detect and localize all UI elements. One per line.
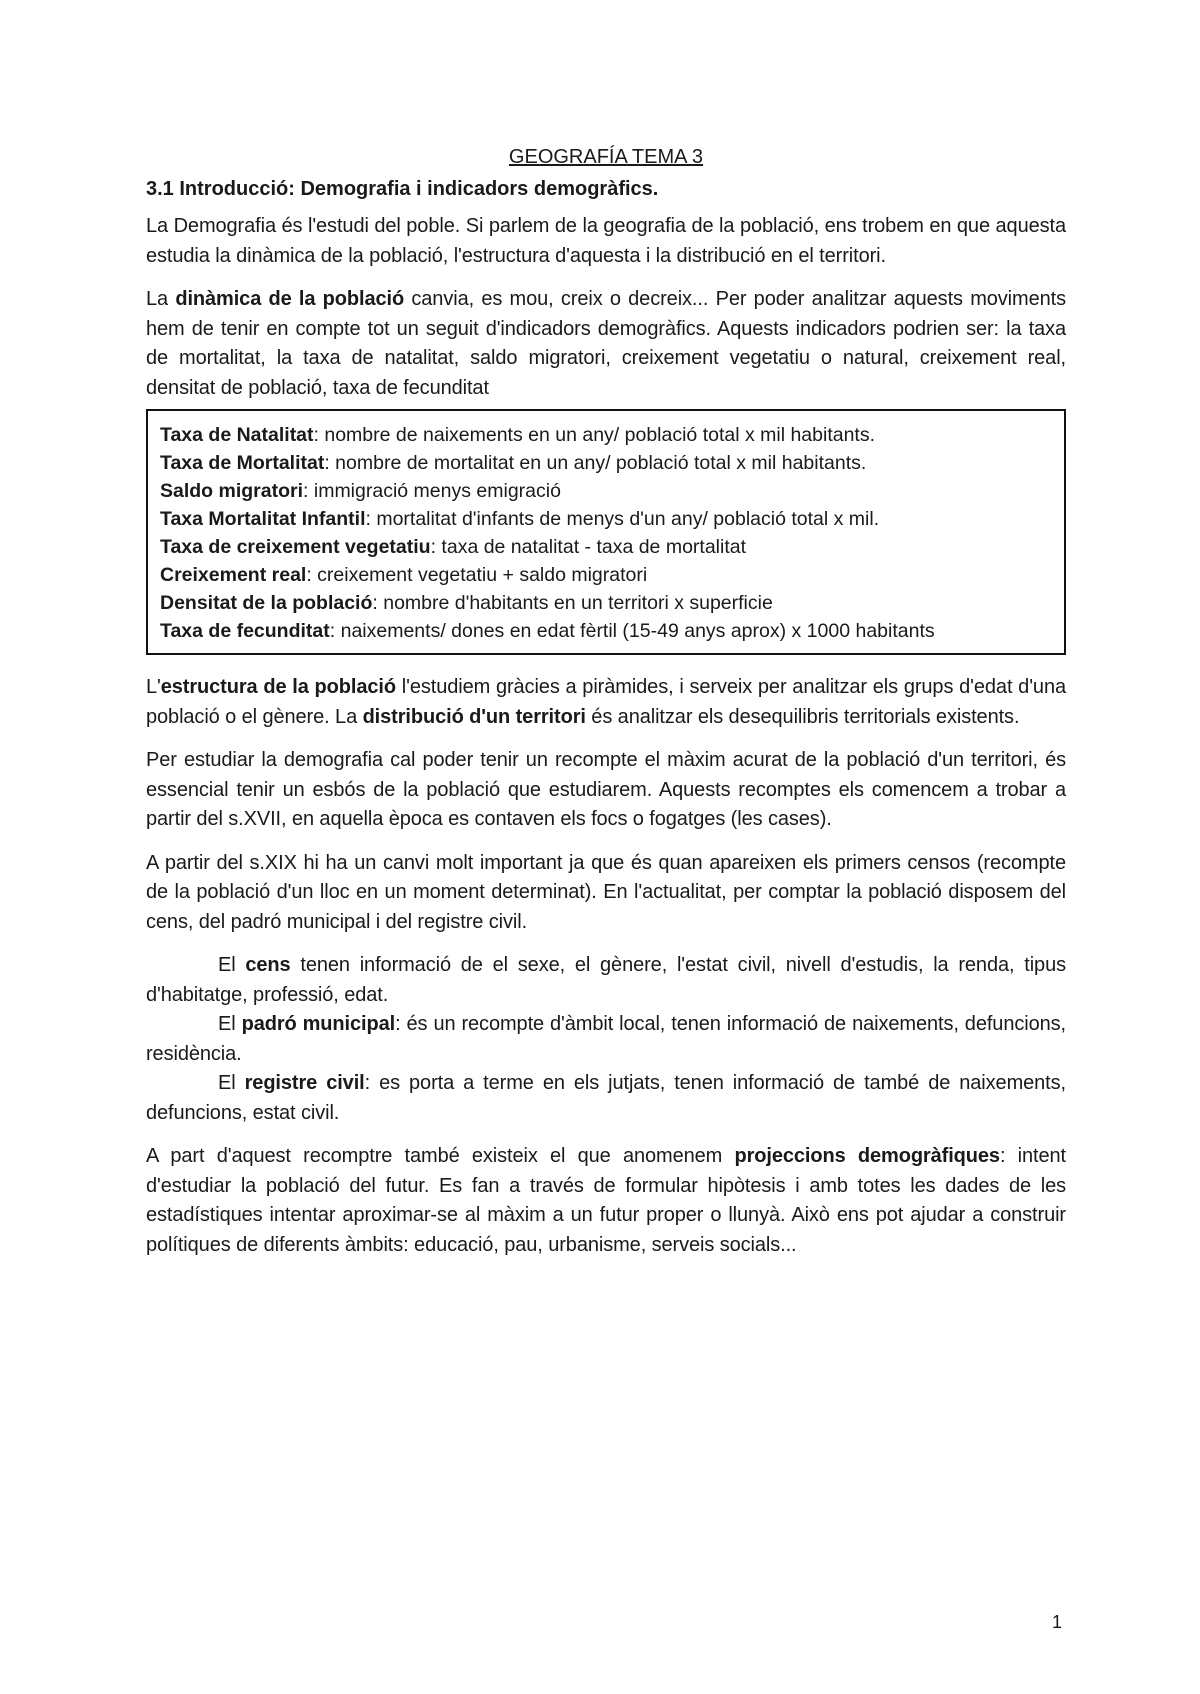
indicator-term: Taxa Mortalitat Infantil — [160, 508, 366, 530]
page-number: 1 — [1052, 1612, 1063, 1632]
indicator-definition: : nombre d'habitants en un territori x superficie — [372, 592, 773, 614]
indicator-definition: : nombre de mortalitat en un any/ població total x mil habitants. — [324, 452, 867, 474]
indicator-definition: : naixements/ dones en edat fèrtil (15-49 anys aprox) x 1000 habitants — [329, 620, 935, 642]
text-span: canvia, es mou, creix o decreix... Per poder analitzar aquests moviments hem de tenir en compte tot un seguit d'indicadors demogràfics. Aquests indicadors podrien ser: la taxa de mortalitat, la taxa de natalitat, saldo migratori, creixement vegetatiu o natural, creixement real, densitat de població, taxa de fecunditat — [146, 288, 1066, 399]
text-span: A part d'aquest recomptre també existeix el que anomenem — [146, 1145, 735, 1167]
text-span: El — [218, 1072, 245, 1094]
bold-term: padró municipal — [241, 1013, 396, 1035]
indicator-row — [160, 589, 1052, 617]
text-span: l'estudiem gràcies a piràmides, i serveix per analitzar els grups d'edat d'una població o el gènere. La — [146, 676, 1066, 728]
indicator-term: Creixement real — [160, 564, 307, 586]
bold-term: distribució d'un territori — [362, 705, 586, 728]
indicator-term: Taxa de fecunditat — [160, 620, 330, 642]
indicator-row — [160, 421, 1052, 449]
indicator-row — [160, 449, 1052, 477]
text-span: : és un recompte d'àmbit local, tenen informació de naixements, defuncions, residència. — [146, 1013, 1066, 1065]
indicator-row — [160, 617, 1052, 645]
text-span: és analitzar els desequilibris territorials existents. — [585, 705, 1020, 728]
census-paragraph: A partir del s.XIX hi ha un canvi molt important ja que és quan apareixen els primers censos (recompte de la població d'un lloc en un moment determinat). En l'actualitat, per comptar la població disposem del cens, del padró municipal i del registre civil. — [146, 851, 1066, 933]
indicators-box — [146, 409, 1066, 655]
indicator-definition: : immigració menys emigració — [303, 480, 561, 502]
bold-term: projeccions demogràfiques — [734, 1145, 1000, 1167]
bold-term: registre civil — [244, 1072, 365, 1094]
text-span: La — [146, 288, 176, 310]
bold-term: cens — [245, 954, 291, 976]
source-cens — [146, 951, 1066, 1010]
indicator-definition: : creixement vegetatiu + saldo migratori — [306, 564, 648, 586]
section-heading: 3.1 Introducció: Demografia i indicadors demogràfics. — [146, 178, 659, 200]
indicator-row — [160, 505, 1052, 533]
counting-paragraph: Per estudiar la demografia cal poder tenir un recompte el màxim acurat de la població d'un territori, és essencial tenir un esbós de la població que estudiarem. Aquests recomptes els comencem a trobar a partir del s.XVII, en aquella època es contaven els focs o fogatges (les cases). — [146, 749, 1066, 830]
indicator-term: Densitat de la població — [160, 592, 373, 614]
bold-term: dinàmica de la població — [175, 288, 405, 310]
indicator-definition: : nombre de naixements en un any/ població total x mil habitants. — [313, 424, 876, 446]
projections-paragraph — [146, 1142, 1066, 1260]
indicator-row — [160, 561, 1052, 589]
source-registre — [146, 1069, 1066, 1128]
text-span: L' — [146, 676, 161, 698]
indicator-term: Saldo migratori — [160, 480, 304, 502]
text-span: : es porta a terme en els jutjats, tenen informació de també de naixements, defuncions, estat civil. — [146, 1072, 1066, 1124]
indicator-definition: : mortalitat d'infants de menys d'un any/ població total x mil. — [365, 508, 880, 530]
indicator-row — [160, 477, 1052, 505]
indicator-row — [160, 533, 1052, 561]
indicator-definition: : taxa de natalitat - taxa de mortalitat — [430, 536, 747, 558]
dynamics-paragraph — [146, 285, 1066, 403]
source-padro — [146, 1010, 1066, 1069]
indicator-term: Taxa de Natalitat — [160, 424, 314, 446]
text-span: El — [218, 1013, 242, 1035]
bold-term: estructura de la població — [160, 676, 396, 698]
text-span: tenen informació de el sexe, el gènere, l'estat civil, nivell d'estudis, la renda, tipus d'habitatge, professió, edat. — [146, 954, 1067, 1006]
text-span: El — [218, 954, 246, 976]
indicator-term: Taxa de Mortalitat — [160, 452, 325, 474]
document-title: GEOGRAFÍA TEMA 3 — [508, 146, 704, 168]
intro-paragraph: La Demografia és l'estudi del poble. Si parlem de la geografia de la població, ens trobem en que aquesta estudia la dinàmica de la població, l'estructura d'aquesta i la distribució en el territori. — [146, 215, 1066, 267]
text-span: : intent d'estudiar la població del futur. Es fan a través de formular hipòtesis i amb totes les dades de les estadístiques intentar aproximar-se al màxim a un futur proper o llunyà. Això ens pot ajudar a construir polítiques de diferents àmbits: educació, pau, urbanisme, serveis socials... — [146, 1145, 1066, 1256]
indicator-term: Taxa de creixement vegetatiu — [160, 536, 431, 558]
structure-paragraph — [146, 673, 1066, 732]
page-content — [146, 144, 1066, 1274]
